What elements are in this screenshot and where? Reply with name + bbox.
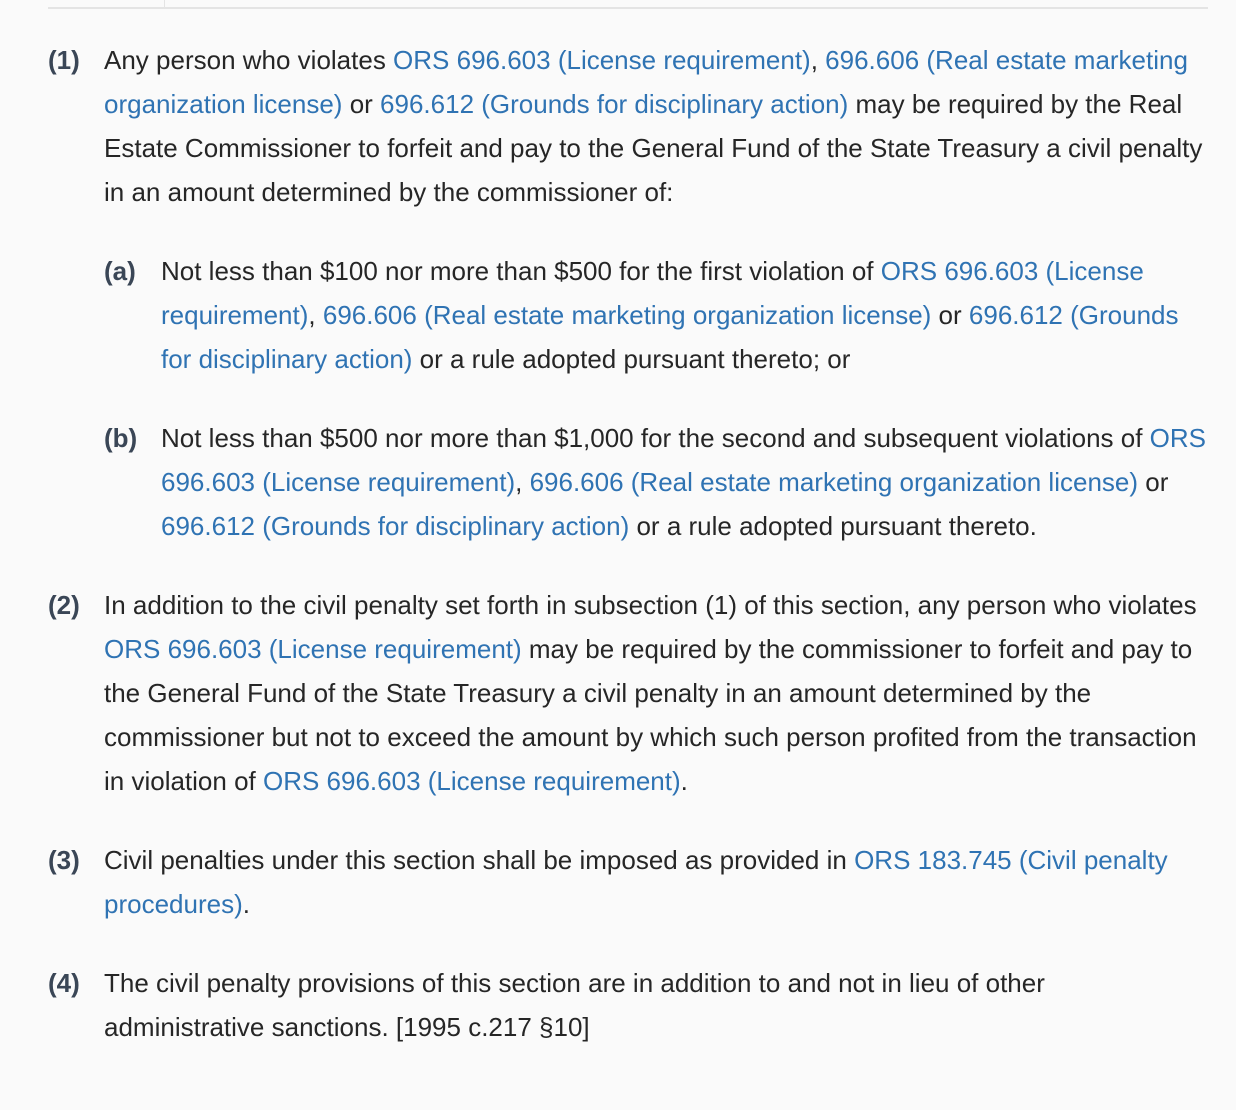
link-ors-696-603[interactable]: ORS 696.603 (License requirement) xyxy=(161,423,1207,497)
text: or a rule adopted pursuant thereto. xyxy=(629,511,1037,541)
subsection-1b xyxy=(0,416,1236,548)
text: In addition to the civil penalty set forth in subsection (1) of this section, any person who violates xyxy=(104,590,1197,620)
link-ors-696-603[interactable]: ORS 696.603 (License requirement) xyxy=(393,45,811,75)
divider-tick xyxy=(164,0,165,9)
link-ors-696-612[interactable]: 696.612 (Grounds for disciplinary action) xyxy=(161,300,1179,374)
subsection-1 xyxy=(0,38,1236,214)
link-ors-183-745[interactable]: ORS 183.745 (Civil penalty procedures) xyxy=(104,845,1168,919)
subsection-4 xyxy=(0,961,1236,1049)
text: Civil penalties under this section shall be imposed as provided in xyxy=(104,845,855,875)
subsection-number: (1) xyxy=(48,45,80,75)
text: or a rule adopted pursuant thereto; or xyxy=(412,344,851,374)
text: , xyxy=(308,300,323,330)
link-ors-696-606[interactable]: 696.606 (Real estate marketing organization license) xyxy=(322,300,932,330)
text: , xyxy=(515,467,530,497)
link-ors-696-612[interactable]: 696.612 (Grounds for disciplinary action) xyxy=(380,89,849,119)
text: . xyxy=(242,889,250,919)
text: may be required by the Real Estate Commissioner to forfeit and pay to the General Fund of the State Treasury a civil penalty in an amount determined by the commissioner of: xyxy=(104,89,1203,207)
subsection-number: (2) xyxy=(48,590,80,620)
link-ors-696-603[interactable]: ORS 696.603 (License requirement) xyxy=(161,256,1144,330)
subsection-2 xyxy=(0,583,1236,803)
text: Not less than $500 nor more than $1,000 for the second and subsequent violations of xyxy=(161,423,1150,453)
statute-text xyxy=(0,38,1236,1049)
text: or xyxy=(1138,467,1169,497)
text: or xyxy=(931,300,969,330)
link-ors-696-603[interactable]: ORS 696.603 (License requirement) xyxy=(262,766,681,796)
link-ors-696-603[interactable]: ORS 696.603 (License requirement) xyxy=(104,634,522,664)
link-ors-696-606[interactable]: 696.606 (Real estate marketing organization license) xyxy=(104,45,1188,119)
text: Any person who violates xyxy=(104,45,394,75)
subsection-number: (a) xyxy=(104,256,136,286)
text: or xyxy=(342,89,381,119)
text: Not less than $100 nor more than $500 for the first violation of xyxy=(161,256,881,286)
subsection-number: (3) xyxy=(48,845,80,875)
subsection-number: (b) xyxy=(104,423,138,453)
subsection-1a xyxy=(0,249,1236,381)
link-ors-696-606[interactable]: 696.606 (Real estate marketing organization license) xyxy=(529,467,1139,497)
subsection-3 xyxy=(0,838,1236,926)
subsection-number: (4) xyxy=(48,968,80,998)
text: The civil penalty provisions of this section are in addition to and not in lieu of other administrative sanctions. [1995 c.217 §10] xyxy=(104,968,1045,1042)
text: may be required by the commissioner to forfeit and pay to the General Fund of the State Treasury a civil penalty in an amount determined by the commissioner but not to exceed the amount by which such person profited from the transaction in violation of xyxy=(104,634,1197,796)
text: . xyxy=(680,766,688,796)
text: , xyxy=(810,45,826,75)
link-ors-696-612[interactable]: 696.612 (Grounds for disciplinary action) xyxy=(161,511,630,541)
top-divider xyxy=(48,0,1208,9)
